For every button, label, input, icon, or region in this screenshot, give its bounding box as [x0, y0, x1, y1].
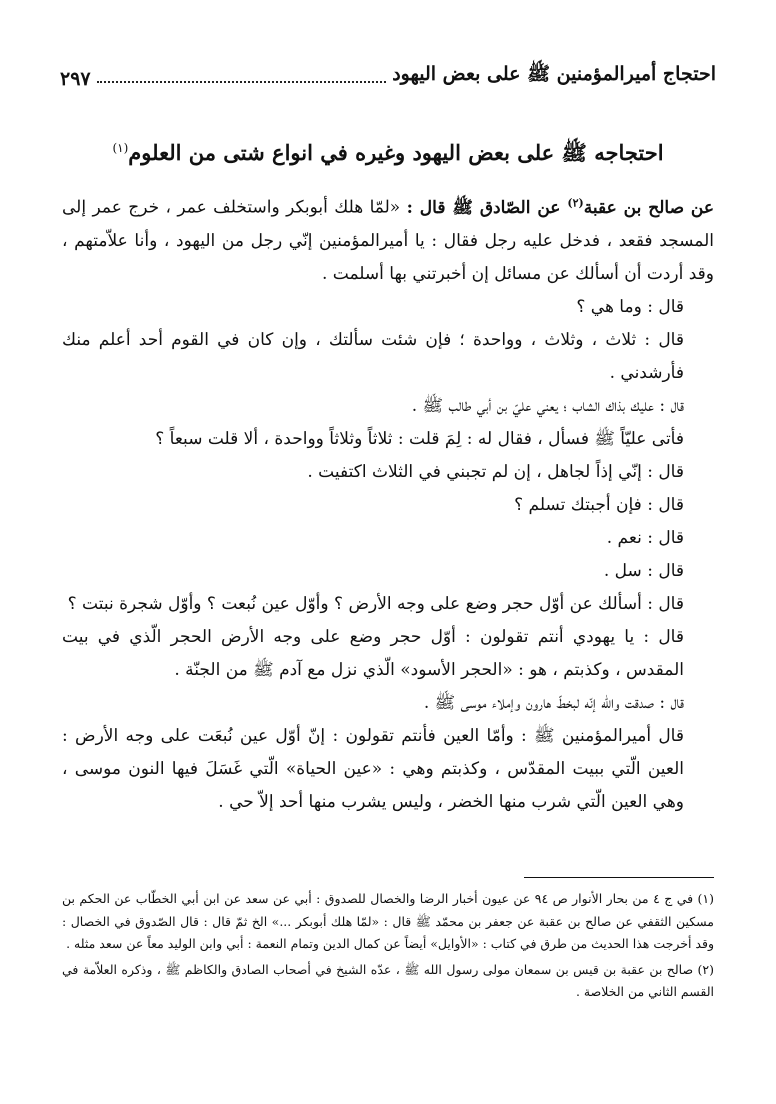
- paragraph-8: قال : نعم .: [606, 527, 684, 548]
- footnotes: [62, 888, 714, 1007]
- paragraph-12: قال : صدقت والله إنّه لبخطّ هارون وإملاء موسى ﷺ .: [423, 692, 684, 713]
- paragraph-3: قال : ثلاث ، وثلاث ، وواحدة ؛ فإن شئت سألتك ، وإن كان في القوم أحد أعلم منك فأرشدني .: [62, 329, 684, 383]
- narrator-note-ref: (٢): [567, 196, 584, 209]
- section-title-note-ref: (١): [112, 141, 129, 155]
- paragraph-6: قال : إنّي إذاً لجاهل ، إن لم تجبني في الثلاث اكتفيت .: [307, 461, 684, 482]
- paragraph-13: قال أميرالمؤمنين ﷺ : وأمّا العين فأنتم تقولون : إنّ أوّل عين نُبعَت على وجه الأرض : العين الّتي ببيت المقدّس ، وكذبتم وهي : «عين الحياة» الّتي غَسَلَ فيها النون موسى ، وهي العين الّتي شرب منها الخضر ، وليس يشرب منها أحد إلاّ حي .: [62, 725, 684, 812]
- running-header: [60, 46, 716, 90]
- section-title-text: احتجاجه ﷺ على بعض اليهود وغيره في انواع شتى من العلوم: [128, 140, 664, 165]
- paragraph-1: [62, 186, 714, 291]
- paragraph-9: قال : سل .: [603, 560, 684, 581]
- leader-dots: [97, 80, 387, 83]
- main-text: [62, 186, 714, 819]
- paragraph-4: قال : عليك بذاك الشاب ؛ يعني عليّ بن أبي طالب ﷺ .: [411, 395, 684, 416]
- footnote-divider: [524, 877, 714, 878]
- narrator-lead: عن صالح بن عقبة$^{(٢)}$ عن الصّادق ﷺ قال :: [406, 196, 715, 218]
- section-title: [60, 140, 716, 171]
- paragraph-5: فأتى عليّاً ﷺ فسأل ، فقال له : لِمَ قلت : ثلاثاً وثلاثاً وواحدة ، ألا قلت سبعاً ؟: [155, 428, 684, 449]
- page-number: ٢٩٧: [60, 68, 91, 90]
- paragraph-1-text: «لمّا هلك أبوبكر واستخلف عمر ، خرج عمر إلى المسجد فقعد ، فدخل عليه رجل فقال : يا أميرالمؤمنين إنّي رجل من اليهود ، وأنا علاّمتهم ، وقد أردت أن أسألك عن مسائل إن أخبرتني بها أسلمت .: [62, 197, 714, 284]
- running-header-title: احتجاج أميرالمؤمنين ﷺ على بعض اليهود: [392, 63, 716, 85]
- paragraph-2: قال : وما هي ؟: [576, 296, 684, 317]
- paragraph-7: قال : فإن أجبتك تسلم ؟: [514, 494, 684, 515]
- paragraph-11: قال : يا يهودي أنتم تقولون : أوّل حجر وضع على وجه الأرض الحجر الّذي في بيت المقدس ، وكذبتم ، هو : «الحجر الأسود» الّذي نزل مع آدم ﷺ من الجنّة .: [62, 626, 684, 680]
- paragraph-10: قال : أسألك عن أوّل حجر وضع على وجه الأرض ؟ وأوّل عين نُبعت ؟ وأوّل شجرة نبتت ؟: [67, 593, 684, 614]
- footnote-1: (١) في ج ٤ من بحار الأنوار ص ٩٤ عن عيون أخبار الرضا والخصال للصدوق : أبي عن سعد عن ابن أبي الخطّاب عن الحكم بن مسكين الثقفي عن صالح بن عقبة عن جعفر بن محمّد ﷺ قال : «لمّا هلك أبوبكر ...» الخ ثمّ قال : قال الصّدوق في الخصال : وقد أخرجت هذا الحديث من طرق في كتاب : «الأوايل» أيضاً عن كمال الدين وتمام النعمة : أبي وابن الوليد معاً عن سعد مثله .: [62, 891, 714, 951]
- footnote-2: (٢) صالح بن عقبة بن قيس بن سمعان مولى رسول الله ﷺ ، عدّه الشيخ في أصحاب الصادق والكاظم ﷺ ، وذكره العلاّمة في القسم الثاني من الخلاصة .: [62, 961, 714, 999]
